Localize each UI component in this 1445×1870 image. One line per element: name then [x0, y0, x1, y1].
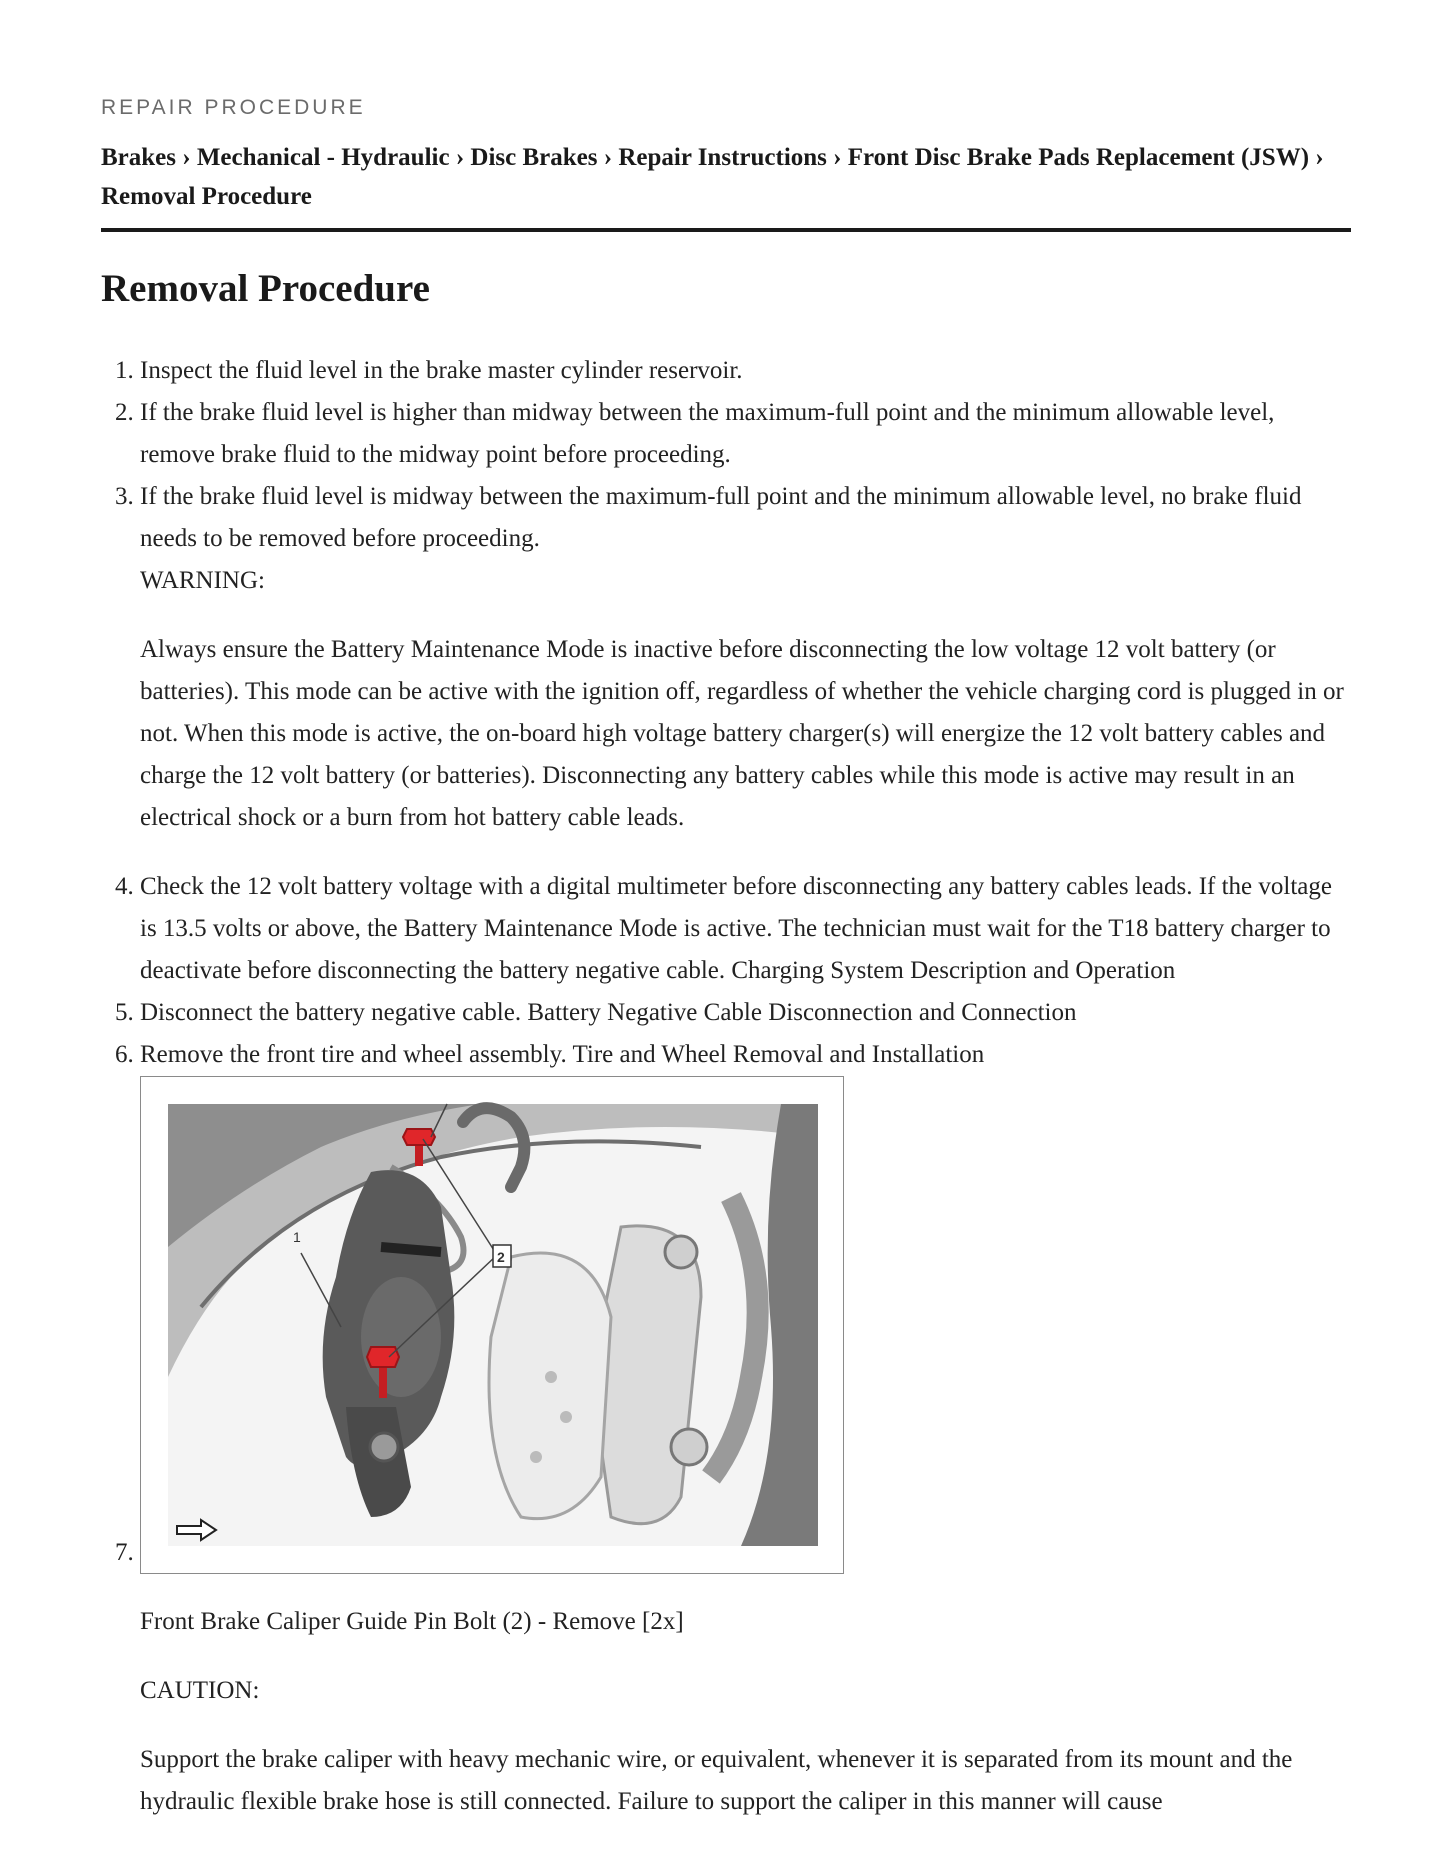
lower-guide-pin-bolt [367, 1347, 399, 1367]
knuckle-bolt-upper [665, 1236, 697, 1268]
step-text: Disconnect the battery negative cable. Battery Negative Cable Disconnection and Connection [140, 999, 1077, 1026]
step-1 [140, 350, 1351, 392]
breadcrumb-item-repair-instructions[interactable]: Repair Instructions [618, 144, 827, 171]
step-6 [140, 1034, 1351, 1076]
caliper-piston [361, 1277, 441, 1397]
warning-label: WARNING: [140, 567, 265, 594]
procedure-steps [101, 350, 1351, 1823]
rotor-hole [545, 1371, 557, 1383]
section-eyebrow: REPAIR PROCEDURE [101, 96, 366, 119]
breadcrumb-separator: › [182, 144, 197, 171]
upper-guide-pin-bolt [403, 1129, 435, 1145]
header-divider [101, 228, 1351, 232]
brake-caliper-illustration[interactable] [140, 1076, 844, 1574]
step-2 [140, 392, 1351, 476]
caliper-drawing [141, 1077, 843, 1573]
step-text: If the brake fluid level is midway between the maximum-full point and the minimum allowable level, no brake fluid needs to be removed before proceeding. [140, 483, 1302, 552]
rotor-hole [530, 1451, 542, 1463]
breadcrumb-separator: › [603, 144, 619, 171]
breadcrumb-separator: › [833, 144, 848, 171]
breadcrumb-item-mechanical-hydraulic[interactable]: Mechanical - Hydraulic [196, 144, 450, 171]
breadcrumb-item-removal-procedure: Removal Procedure [101, 183, 312, 210]
step-text: Check the 12 volt battery voltage with a digital multimeter before disconnecting any battery cables leads. If the voltage is 13.5 volts or above, the Battery Maintenance Mode is active. The technician must wait for the T18 battery charger to deactivate before disconnecting the battery negative cable. Charging System Description and Operation [140, 873, 1332, 984]
figure-caption: Front Brake Caliper Guide Pin Bolt (2) - Remove [2x] [140, 1608, 684, 1635]
brake-rotor-bracket [489, 1253, 611, 1519]
step-text: Remove the front tire and wheel assembly. Tire and Wheel Removal and Installation [140, 1041, 985, 1068]
breadcrumb-item-front-disc-brake-pads[interactable]: Front Disc Brake Pads Replacement (JSW) [847, 144, 1310, 171]
caution-label: CAUTION: [140, 1677, 260, 1704]
rotor-hole [560, 1411, 572, 1423]
step-3 [140, 476, 1351, 839]
breadcrumb-item-brakes[interactable]: Brakes [101, 144, 176, 171]
step-7 [140, 1076, 1351, 1823]
caution-text: Support the brake caliper with heavy mechanic wire, or equivalent, whenever it is separated from its mount and the hydraulic flexible brake hose is still connected. Failure to support the caliper in this manner will cause [140, 1746, 1293, 1815]
breadcrumb-separator: › [455, 144, 471, 171]
caliper-clip [381, 1247, 441, 1252]
step-text: If the brake fluid level is higher than midway between the maximum-full point and the minimum allowable level, remove brake fluid to the midway point before proceeding. [140, 399, 1275, 468]
step-text: Inspect the fluid level in the brake master cylinder reservoir. [140, 357, 743, 384]
breadcrumb [101, 138, 1351, 216]
breadcrumb-item-disc-brakes[interactable]: Disc Brakes [470, 144, 598, 171]
callout-2-label: 2 [497, 1249, 505, 1265]
warning-text: Always ensure the Battery Maintenance Mode is inactive before disconnecting the low voltage 12 volt battery (or batteries). This mode can be active with the ignition off, regardless of whether the vehicle charging cord is plugged in or not. When this mode is active, the on-board high voltage battery charger(s) will energize the 12 volt battery cables and charge the 12 volt battery (or batteries). Disconnecting any battery cables while this mode is active may result in an electrical shock or a burn from hot battery cable leads. [140, 636, 1344, 831]
step-5 [140, 992, 1351, 1034]
caliper-pin-boss [370, 1433, 398, 1461]
knuckle-bolt-lower [671, 1429, 707, 1465]
callout-1-label: 7. 1 [293, 1229, 301, 1245]
page-title: Removal Procedure [101, 267, 430, 310]
step-4 [140, 866, 1351, 992]
breadcrumb-separator: › [1315, 144, 1324, 171]
